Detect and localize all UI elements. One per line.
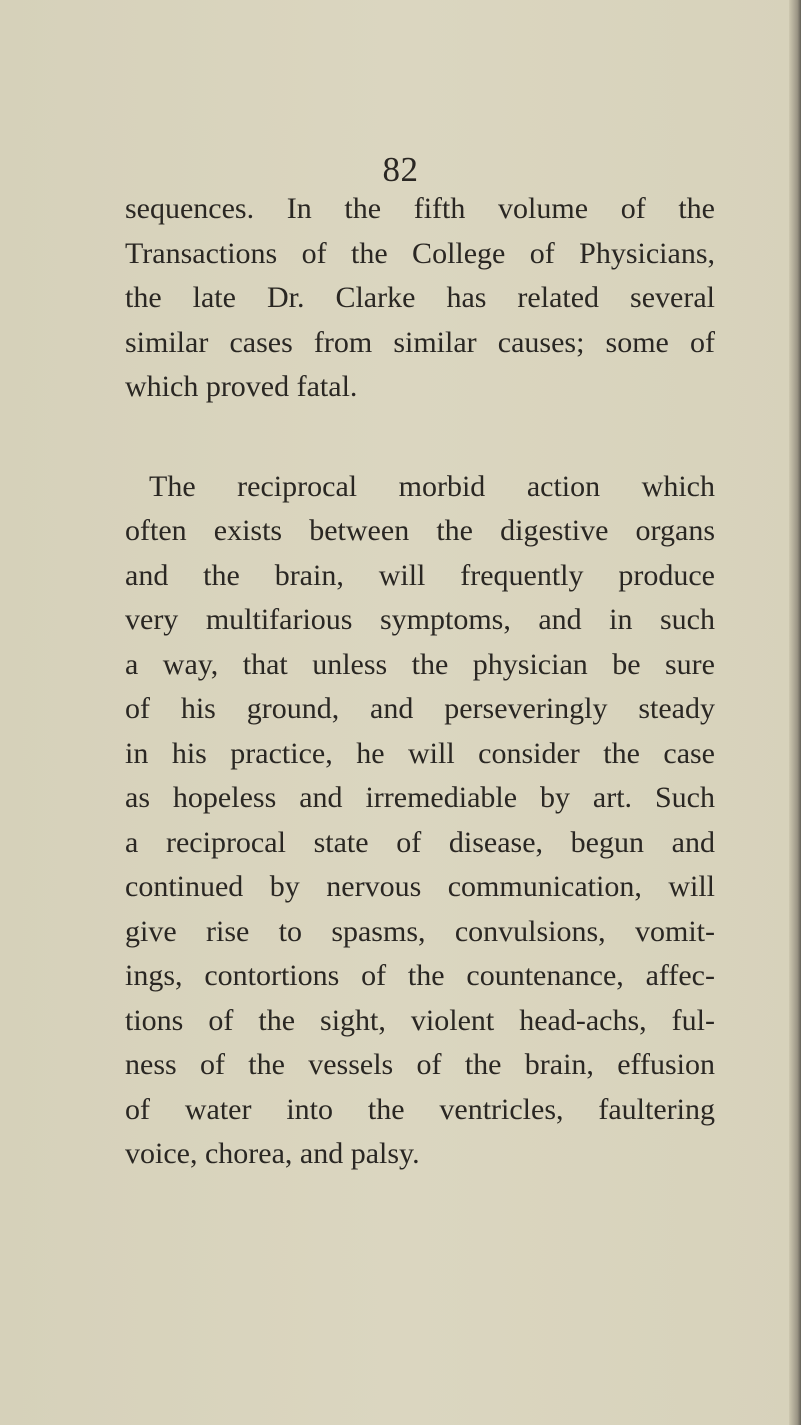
text-line: give rise to spasms, convulsions, vomit- (125, 914, 715, 948)
text-line: of water into the ventricles, faultering (125, 1092, 715, 1126)
text-line: the late Dr. Clarke has related several (125, 281, 715, 314)
text-line: voice, chorea, and palsy. (125, 1137, 420, 1170)
paragraph-2 (125, 465, 715, 1177)
page-number: 82 (382, 150, 419, 189)
text-line: similar cases from similar causes; some of (125, 325, 715, 359)
paragraph-1 (125, 187, 715, 410)
text-line: as hopeless and irremediable by art. Such (125, 781, 715, 814)
text-line: The reciprocal morbid action which (149, 469, 715, 503)
text-line: ings, contortions of the countenance, affec- (125, 959, 715, 992)
text-line: ness of the vessels of the brain, effusion (125, 1048, 715, 1081)
paragraph-gap (125, 410, 715, 465)
text-line: often exists between the digestive organs (125, 514, 715, 547)
text-line: a way, that unless the physician be sure (125, 647, 715, 681)
text-line: of his ground, and perseveringly steady (125, 692, 715, 725)
body-text (125, 187, 715, 1177)
text-line: and the brain, will frequently produce (125, 558, 715, 592)
text-line: sequences. In the fifth volume of the (125, 192, 715, 225)
page-edge-shadow (789, 0, 801, 1425)
text-line: very multifarious symptoms, and in such (125, 603, 715, 636)
text-line: continued by nervous communication, will (125, 870, 715, 903)
text-line: which proved fatal. (125, 370, 358, 403)
text-line: in his practice, he will consider the case (125, 736, 715, 770)
text-line: tions of the sight, violent head-achs, ful- (125, 1003, 715, 1037)
text-line: Transactions of the College of Physicians, (125, 236, 715, 270)
text-line: a reciprocal state of disease, begun and (125, 825, 715, 859)
